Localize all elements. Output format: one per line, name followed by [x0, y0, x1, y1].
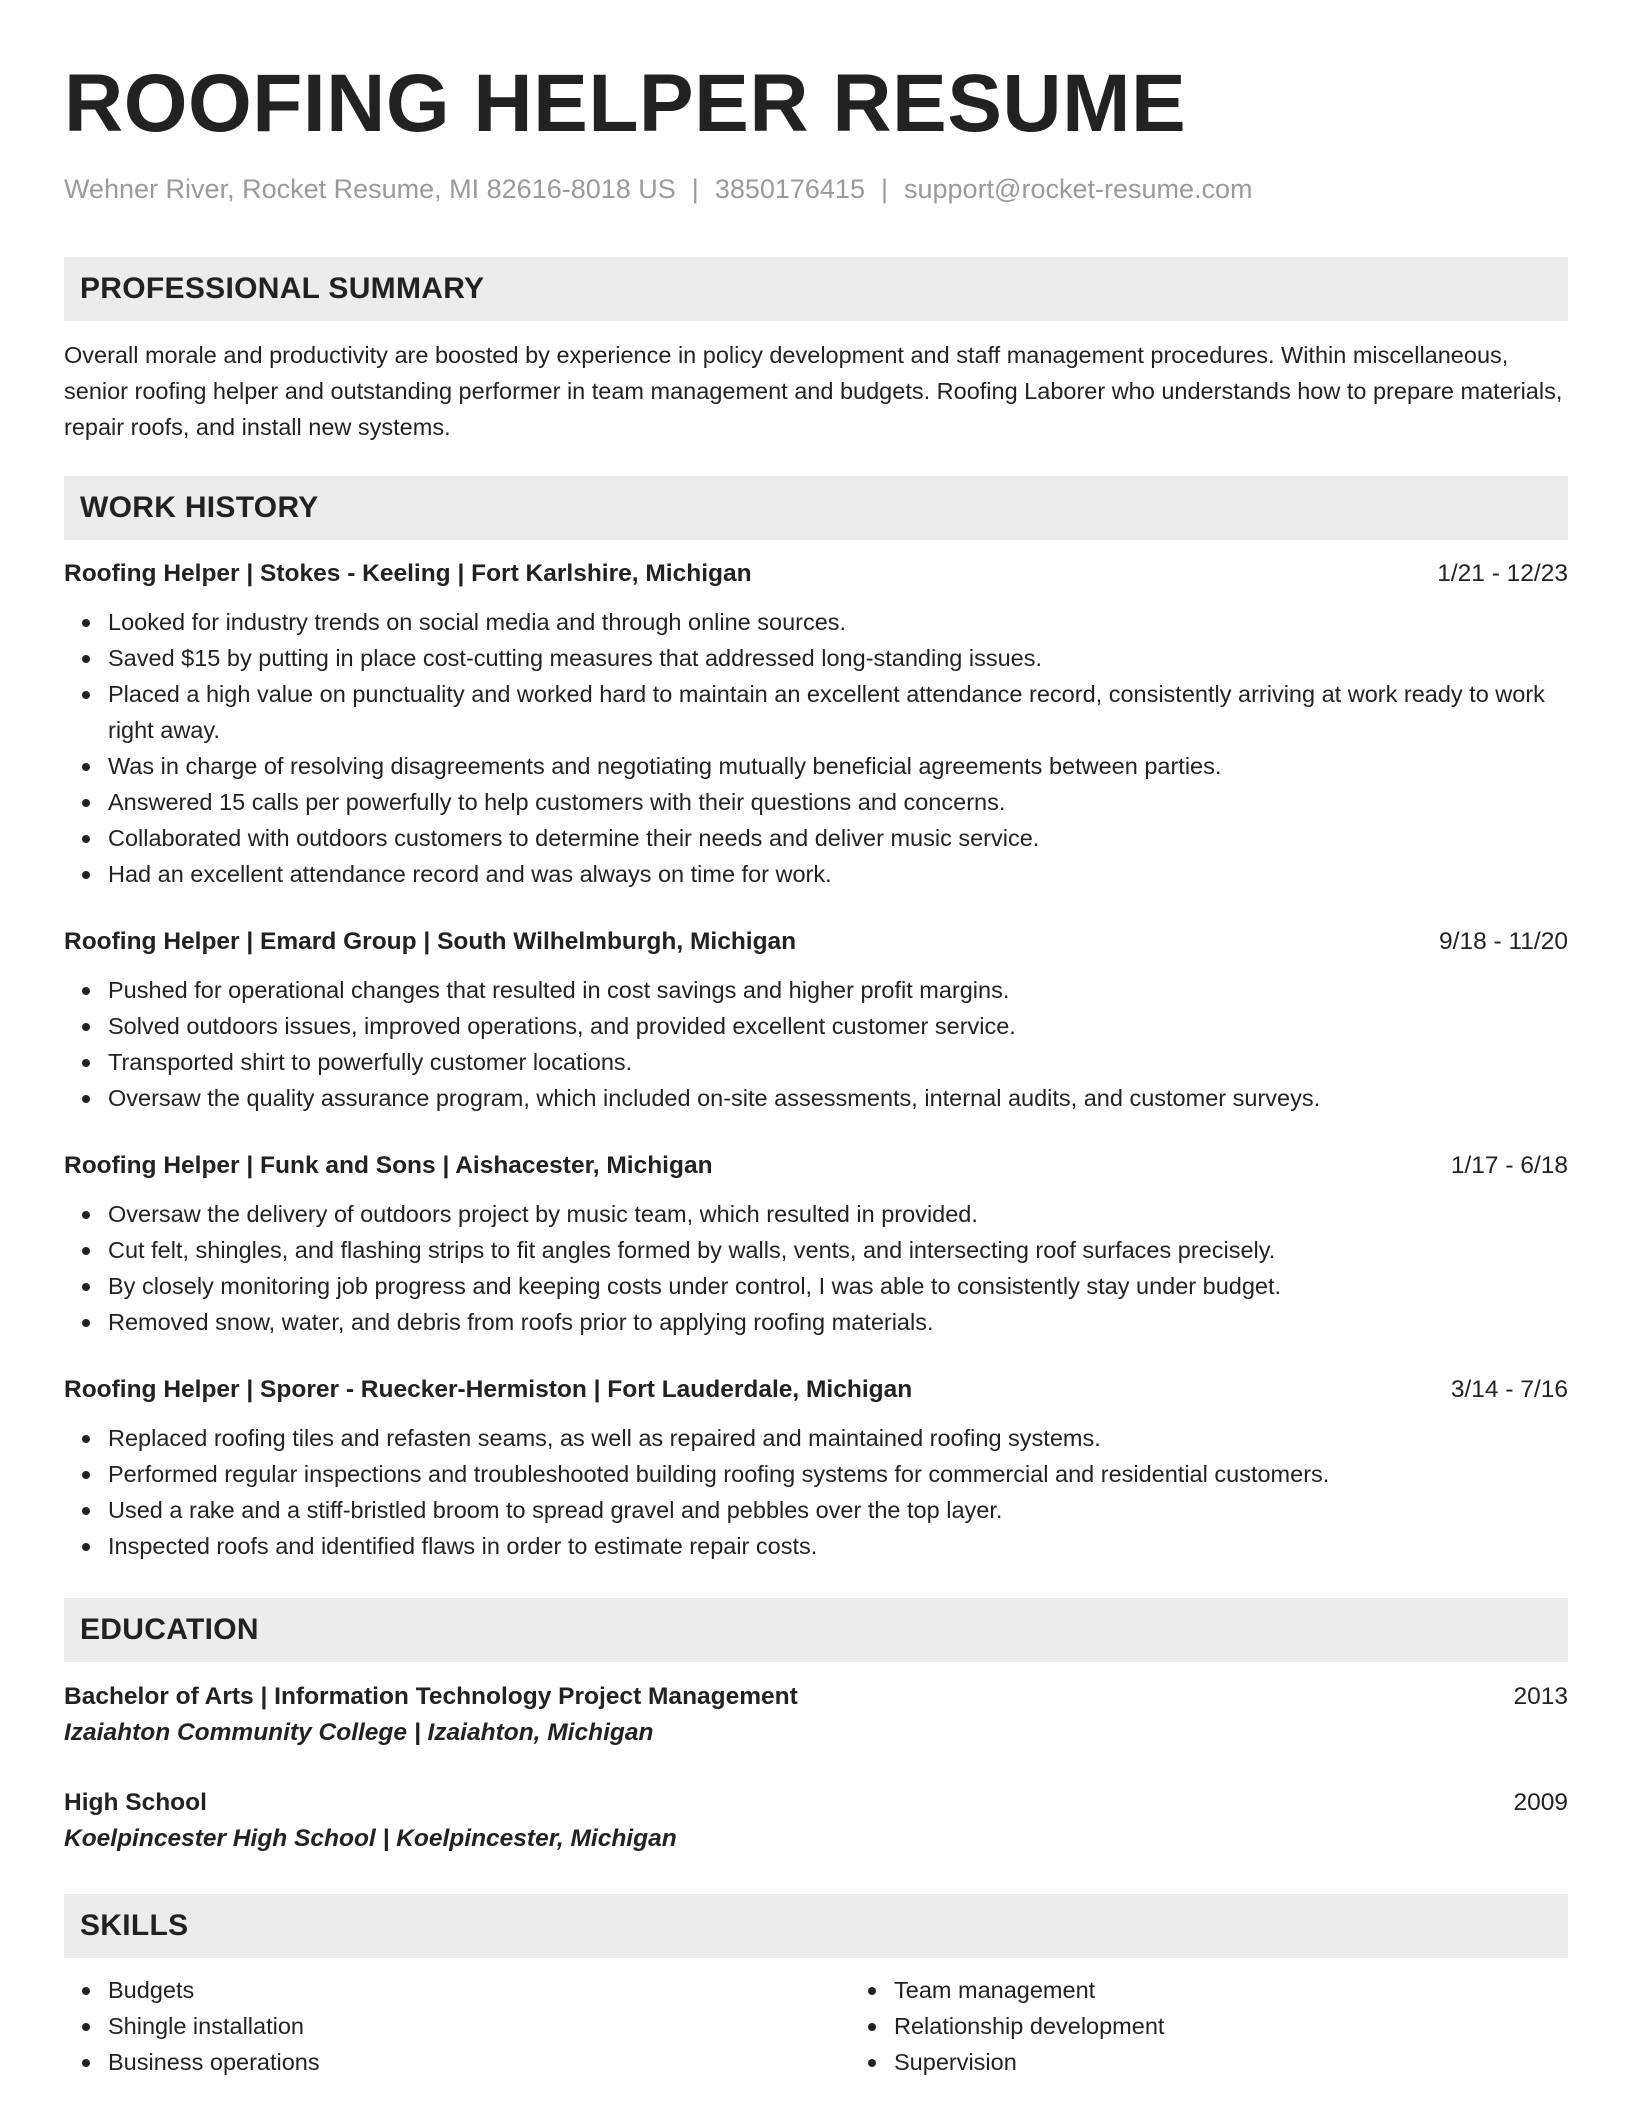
- skill-item: Supervision: [894, 2044, 1164, 2080]
- job-title: Roofing Helper | Stokes - Keeling | Fort Karlshire, Michigan: [64, 560, 752, 587]
- job-entry: [64, 558, 1568, 892]
- job-duty-item: Looked for industry trends on social media and through online sources.: [108, 604, 1568, 640]
- education-year: 2013: [1513, 1683, 1568, 1710]
- skill-item: Budgets: [108, 1972, 850, 2008]
- contact-separator: |: [691, 174, 699, 204]
- skill-item: Shingle installation: [108, 2008, 850, 2044]
- skills-list-left: [64, 1972, 850, 2080]
- job-duty-item: Cut felt, shingles, and flashing strips to fit angles formed by walls, vents, and intersecting roof surfaces precisely.: [108, 1232, 1568, 1268]
- job-duty-item: Saved $15 by putting in place cost-cutting measures that addressed long-standing issues.: [108, 640, 1568, 676]
- job-duty-item: Pushed for operational changes that resulted in cost savings and higher profit margins.: [108, 972, 1568, 1008]
- summary-text: Overall morale and productivity are boosted by experience in policy development and staff management procedures. Within miscellaneous, senior roofing helper and outstanding performer in team management and budgets. Roofing Laborer who understands how to prepare materials, repair roofs, and install new systems.: [64, 342, 1563, 440]
- contact-address: Wehner River, Rocket Resume, MI 82616-8018 US: [64, 174, 676, 204]
- job-duty-item: By closely monitoring job progress and keeping costs under control, I was able to consistently stay under budget.: [108, 1268, 1568, 1304]
- education-degree: High School: [64, 1789, 207, 1816]
- contact-phone: 3850176415: [714, 174, 865, 204]
- job-duty-item: Oversaw the quality assurance program, which included on-site assessments, internal audits, and customer surveys.: [108, 1080, 1568, 1116]
- skill-item: Business operations: [108, 2044, 850, 2080]
- job-duties-list: [64, 1420, 1568, 1564]
- job-duty-item: Solved outdoors issues, improved operations, and provided excellent customer service.: [108, 1008, 1568, 1044]
- education-entry: [64, 1680, 1568, 1752]
- job-duty-item: Had an excellent attendance record and was always on time for work.: [108, 856, 1568, 892]
- job-dates: 3/14 - 7/16: [1450, 1376, 1568, 1403]
- job-dates: 1/17 - 6/18: [1450, 1152, 1568, 1179]
- education-year: 2009: [1513, 1789, 1568, 1816]
- job-title: Roofing Helper | Funk and Sons | Aishacester, Michigan: [64, 1152, 713, 1179]
- summary-section-header: PROFESSIONAL SUMMARY: [64, 257, 1568, 321]
- skills-list-right: [850, 1972, 1164, 2080]
- education-section-header: EDUCATION: [64, 1598, 1568, 1662]
- skill-item: Relationship development: [894, 2008, 1164, 2044]
- job-dates: 1/21 - 12/23: [1437, 560, 1568, 587]
- job-dates: 9/18 - 11/20: [1439, 928, 1568, 955]
- job-duty-item: Collaborated with outdoors customers to determine their needs and deliver music service.: [108, 820, 1568, 856]
- job-duty-item: Performed regular inspections and troubleshooted building roofing systems for commercial and residential customers.: [108, 1456, 1568, 1492]
- skills-section-header: SKILLS: [64, 1894, 1568, 1958]
- job-duty-item: Transported shirt to powerfully customer locations.: [108, 1044, 1568, 1080]
- contact-separator: |: [880, 174, 888, 204]
- job-title: Roofing Helper | Emard Group | South Wilhelmburgh, Michigan: [64, 928, 797, 955]
- job-duty-item: Replaced roofing tiles and refasten seams, as well as repaired and maintained roofing systems.: [108, 1420, 1568, 1456]
- job-duty-item: Inspected roofs and identified flaws in order to estimate repair costs.: [108, 1528, 1568, 1564]
- education-school: Koelpincester High School | Koelpincester, Michigan: [64, 1825, 677, 1852]
- job-duty-item: Oversaw the delivery of outdoors project by music team, which resulted in provided.: [108, 1196, 1568, 1232]
- contact-email: support@rocket-resume.com: [904, 174, 1253, 204]
- job-entry: [64, 1150, 1568, 1340]
- job-duty-item: Removed snow, water, and debris from roofs prior to applying roofing materials.: [108, 1304, 1568, 1340]
- skill-item: Team management: [894, 1972, 1164, 2008]
- job-duties-list: [64, 1196, 1568, 1340]
- contact-line: [64, 172, 1568, 206]
- job-duties-list: [64, 604, 1568, 892]
- education-entry: [64, 1786, 1568, 1858]
- job-duty-item: Placed a high value on punctuality and worked hard to maintain an excellent attendance record, consistently arriving at work ready to work right away.: [108, 676, 1568, 748]
- education-school: Izaiahton Community College | Izaiahton, Michigan: [64, 1719, 654, 1746]
- job-title: Roofing Helper | Sporer - Ruecker-Hermiston | Fort Lauderdale, Michigan: [64, 1376, 913, 1403]
- resume-title: ROOFING HELPER RESUME: [64, 58, 1187, 149]
- skills-grid: [64, 1972, 1568, 2080]
- job-duty-item: Was in charge of resolving disagreements and negotiating mutually beneficial agreements between parties.: [108, 748, 1568, 784]
- job-duties-list: [64, 972, 1568, 1116]
- job-duty-item: Answered 15 calls per powerfully to help customers with their questions and concerns.: [108, 784, 1568, 820]
- job-entry: [64, 926, 1568, 1116]
- job-entry: [64, 1374, 1568, 1564]
- work-history-section-header: WORK HISTORY: [64, 476, 1568, 540]
- education-degree: Bachelor of Arts | Information Technology Project Management: [64, 1683, 798, 1710]
- job-duty-item: Used a rake and a stiff-bristled broom to spread gravel and pebbles over the top layer.: [108, 1492, 1568, 1528]
